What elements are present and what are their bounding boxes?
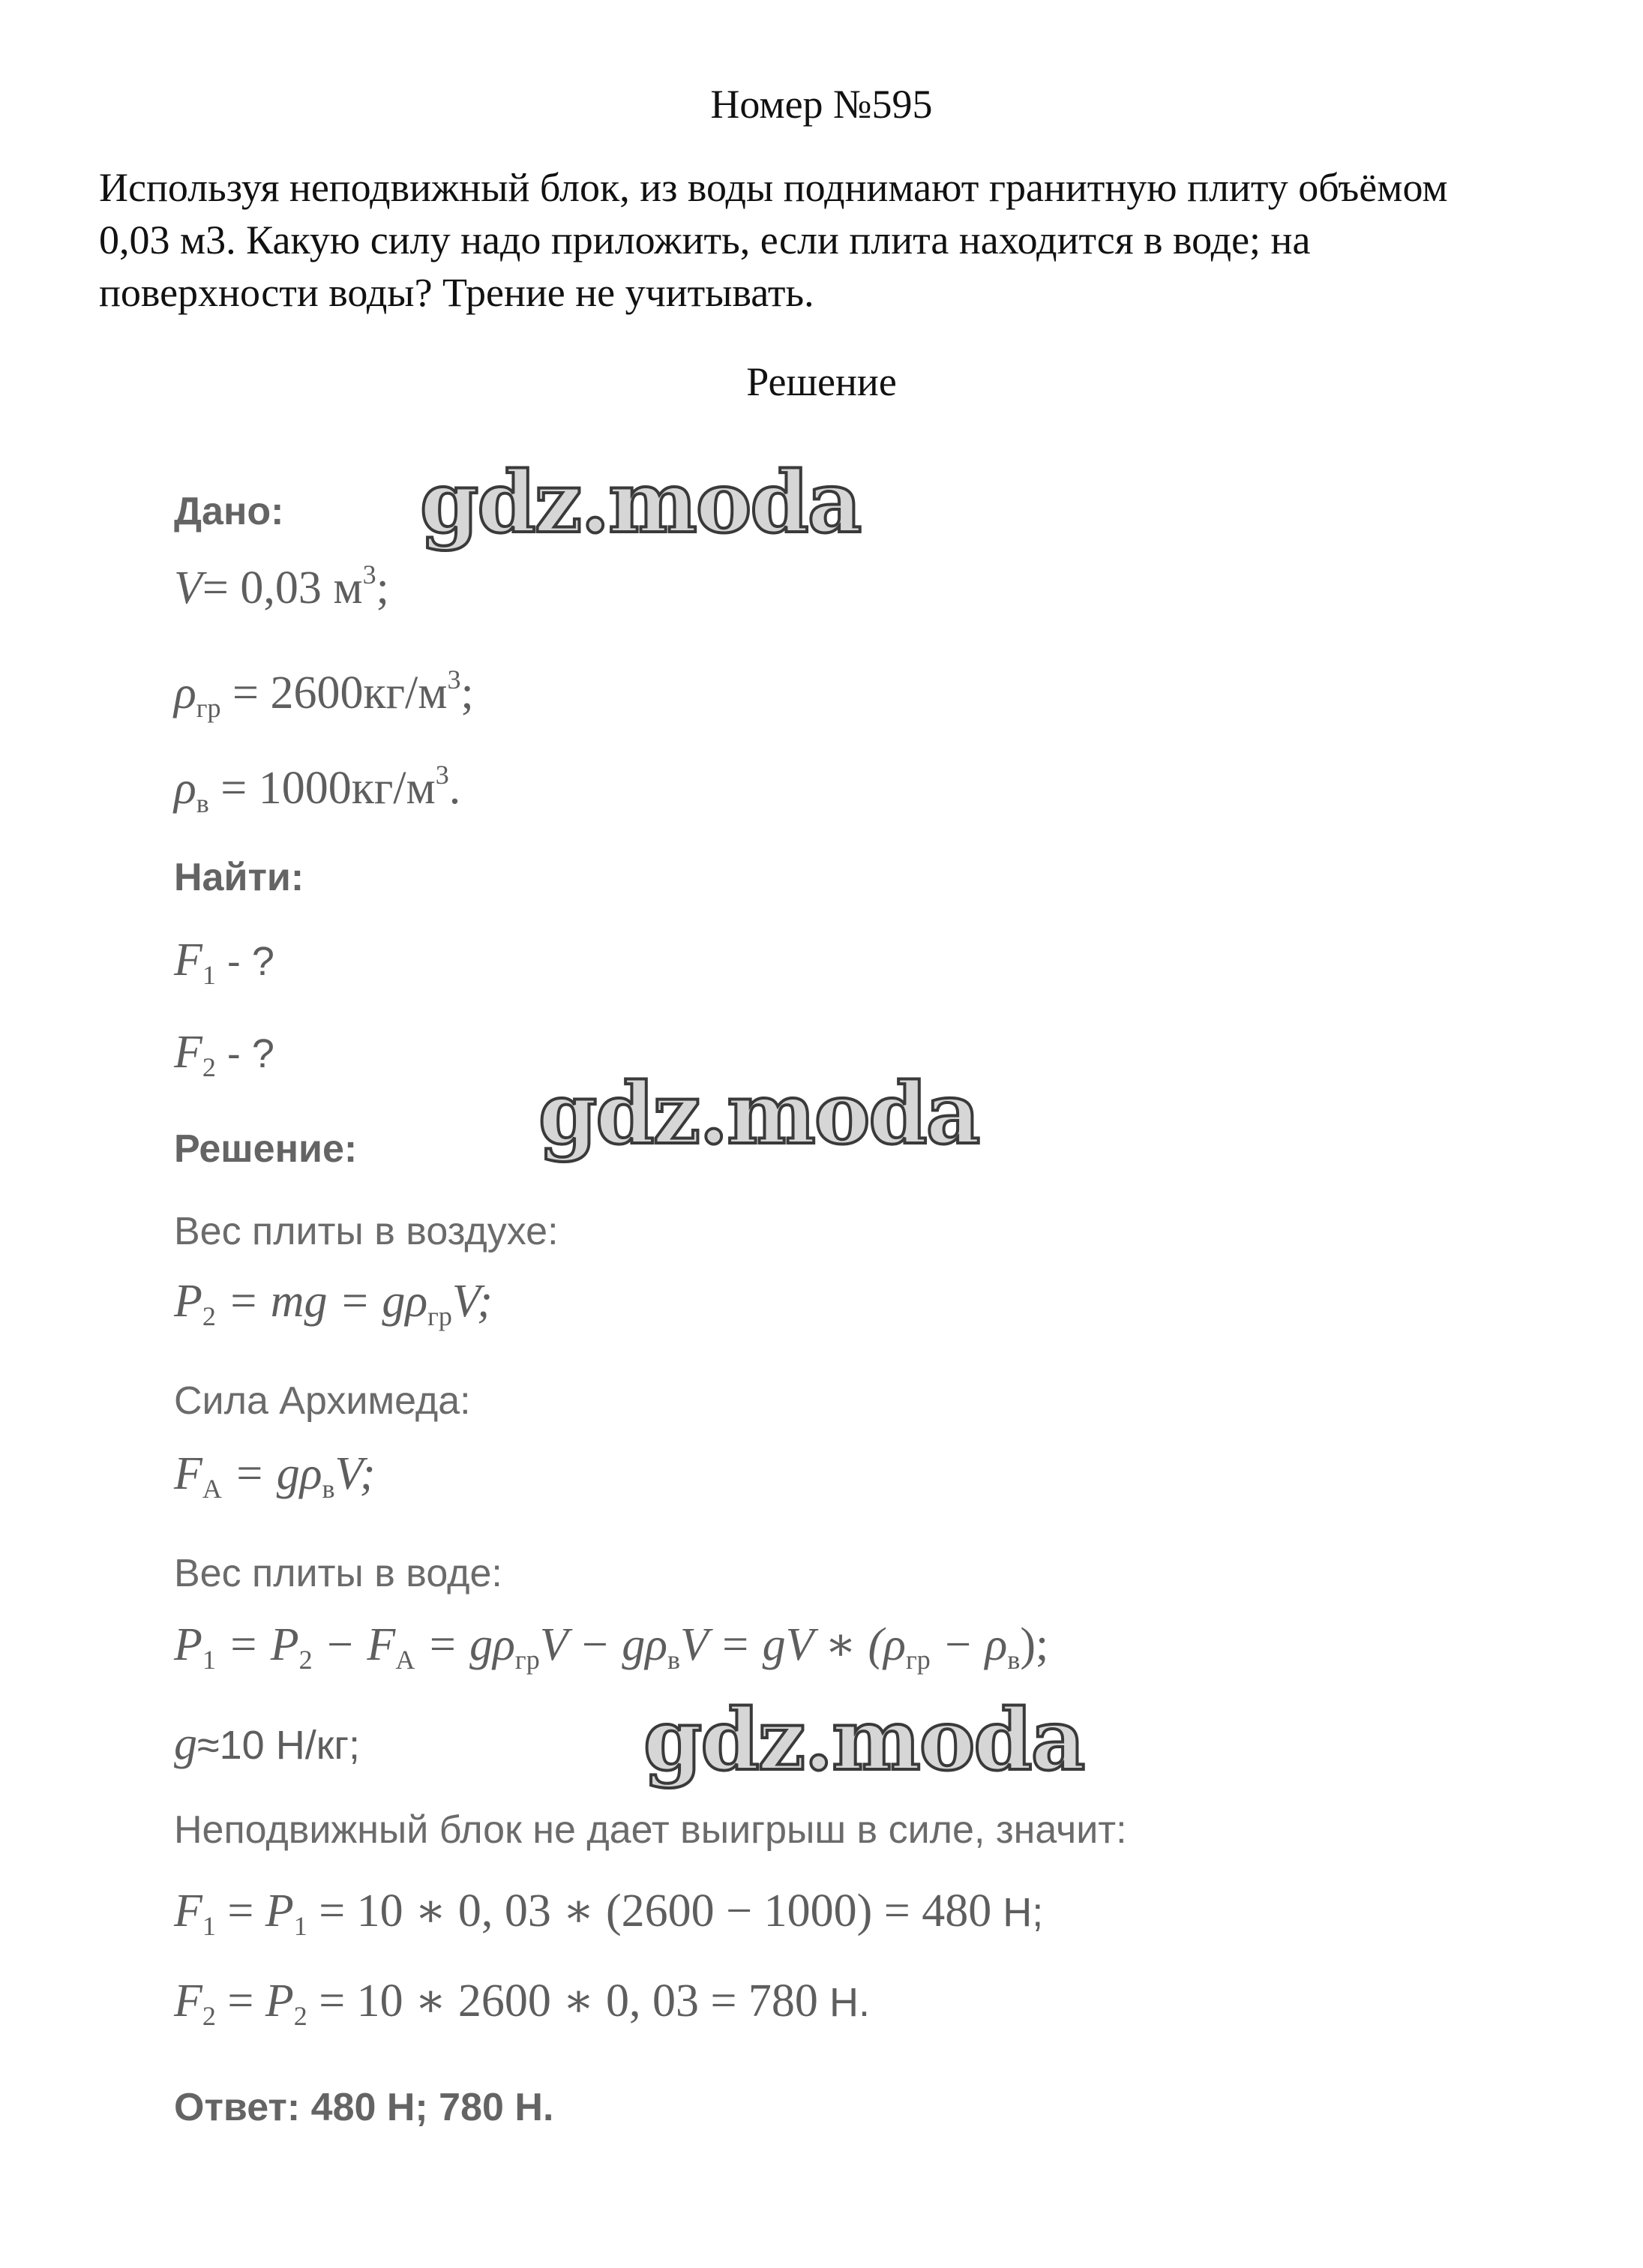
equation-f2: $F_2 = P_2 = 10$ ∗ 2600 ∗ 0, 03 = 780 Н. bbox=[174, 1976, 870, 2031]
find-f2: $F_2$ - ? bbox=[174, 1027, 274, 1082]
weight-in-air-label: Вес плиты в воздухе: bbox=[174, 1210, 559, 1253]
watermark-bottom: gdz.moda bbox=[643, 1691, 1084, 1790]
given-volume: V= 0,03 $м^3$; bbox=[174, 560, 389, 614]
problem-statement: Используя неподвижный блок, из воды поднимают гранитную плиту объёмом 0,03 м3. Какую силу надо приложить, если плита находится в воде; на поверхности воды? Трение не учитывать. bbox=[99, 165, 1448, 315]
find-label: Найти: bbox=[174, 856, 304, 899]
given-label: Дано: bbox=[174, 490, 284, 533]
archimedes-force-label: Сила Архимеда: bbox=[174, 1379, 471, 1423]
find-f1: $F_1$ - ? bbox=[174, 934, 274, 990]
watermark-top: gdz.moda bbox=[420, 454, 861, 552]
equation-f1: $F_1 = P_1 = 10$ ∗ 0, 03 ∗ (2600 − 1000) = 480 Н; bbox=[174, 1886, 1044, 1941]
watermark-middle: gdz.moda bbox=[538, 1065, 979, 1163]
given-water-density: $\rho_в = 1000кг/м^3$. bbox=[174, 760, 461, 818]
problem-number-title: Номер №595 bbox=[710, 82, 933, 127]
solution-heading: Решение bbox=[746, 359, 897, 404]
gravity-value: g≈10 Н/кг; bbox=[174, 1718, 361, 1769]
equation-fa: $F_А = g\rho_вV$; bbox=[174, 1448, 376, 1504]
answer-line: Ответ: 480 Н; 780 Н. bbox=[174, 2086, 554, 2129]
given-granite-density: $\rho_{гр} = 2600кг/м^3$; bbox=[174, 664, 474, 723]
solution-label: Решение: bbox=[174, 1127, 358, 1171]
equation-p1: $P_1 = P_2 - F_А = g\rho_{гр}V - g\rho_вV$ = gV ∗ $(\rho_{гр} - \rho_в)$; bbox=[174, 1619, 1049, 1675]
weight-in-water-label: Вес плиты в воде: bbox=[174, 1552, 502, 1595]
fixed-pulley-note: Неподвижный блок не дает выигрыш в силе, значит: bbox=[174, 1808, 1127, 1852]
equation-p2: $P_2$ = mg = $g\rho_{гр}V$; bbox=[174, 1276, 493, 1331]
